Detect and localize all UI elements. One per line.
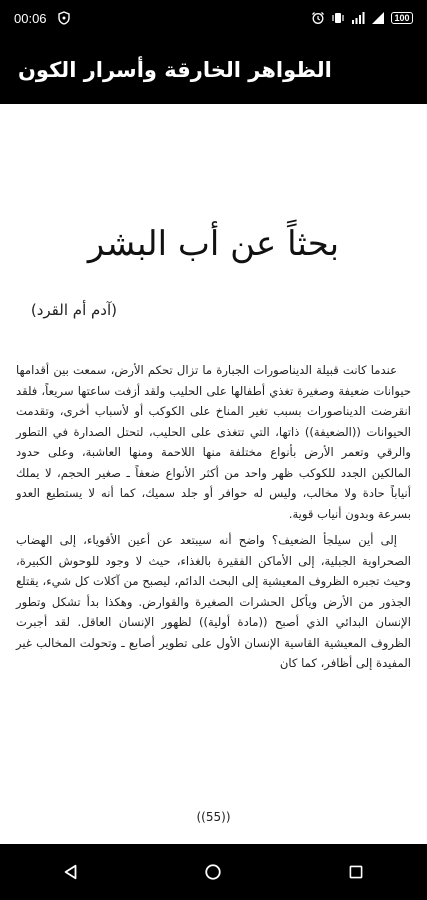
back-button[interactable] — [41, 844, 101, 900]
paragraph: إلى أين سيلجأ الضعيف؟ واضح أنه سيبتعد عن أعين الأقوياء، إلى الهضاب الصحراوية الجبلية، إلى الأماكن الفقيرة بالغذاء، حيث لا وجود للوحوش الكبيرة، وحيث تجبره الظروف المعيشية إلى البحث الدائم، ليصبح من آكلات كل شيء، يقتلع الجذور من الأرض ويأكل الحشرات الصغيرة والقوارض. وهكذا بدأ تشكل وتطور الإنسان البدائي الذي أصبح ((مادة أولية)) لظهور الإنسان العاقل. لقد أجبرت الظروف المعيشية القاسية الإنسان الأول على تطوير أصابع ـ وتحولت المخالب غير المفيدة إلى أظافر، كما كان — [16, 533, 411, 670]
signal-strength-icon — [371, 11, 385, 25]
navigation-bar — [0, 844, 427, 900]
chapter-title: بحثاً عن أب البشر — [87, 224, 340, 264]
recents-square-icon — [348, 864, 364, 880]
home-circle-icon — [204, 863, 222, 881]
battery-indicator: 100 — [391, 12, 413, 24]
back-triangle-icon — [62, 863, 80, 881]
status-right — [311, 11, 413, 25]
app-title: الظواهر الخارقة وأسرار الكون — [18, 58, 332, 82]
body-text — [16, 360, 411, 680]
status-bar — [0, 0, 427, 36]
home-button[interactable] — [183, 844, 243, 900]
vibrate-icon — [331, 11, 345, 25]
app-bar — [0, 36, 427, 104]
book-page[interactable] — [0, 104, 427, 844]
page-number: ((55)) — [196, 810, 231, 824]
alarm-icon — [311, 11, 325, 25]
paragraph: عندما كانت قبيلة الديناصورات الجبارة ما تزال تحكم الأرض، سمعت بين أقدامها حيوانات ضعيفة وصغيرة تغذي أطفالها على الحليب ولقد أزفت ساعتها سريعاً، فلقد انقرضت الديناصورات بسبب تغير المناخ على الكوكب أو لأسباب أخرى، وتقدمت الحيوانات ((الضعيفة)) ذاتها، التي تتغذى على الحليب، لتحتل الصدارة في التطور والرقي وتعمر الأرض بأنواع مختلفة منها اللاحمة ومنها العاشبة، وعلى حدود المالكين الجدد للكوكب ظهر واحد من أكثر الأنواع ضعفاً ـ صغير الحجم، لا يملك أنياباً حادة ولا مخالب، وليس له حوافر أو جلد سميك، كما أنه لا يستطيع العدو بسرعة وبدون أنياب قوية. — [16, 363, 411, 521]
status-time: 00:06 — [14, 10, 47, 26]
mobile-signal-icon — [351, 11, 365, 25]
recents-button[interactable] — [326, 844, 386, 900]
status-left — [14, 11, 71, 26]
shield-icon — [57, 11, 71, 25]
chapter-subtitle: (آدم أم القرد) — [30, 301, 117, 319]
